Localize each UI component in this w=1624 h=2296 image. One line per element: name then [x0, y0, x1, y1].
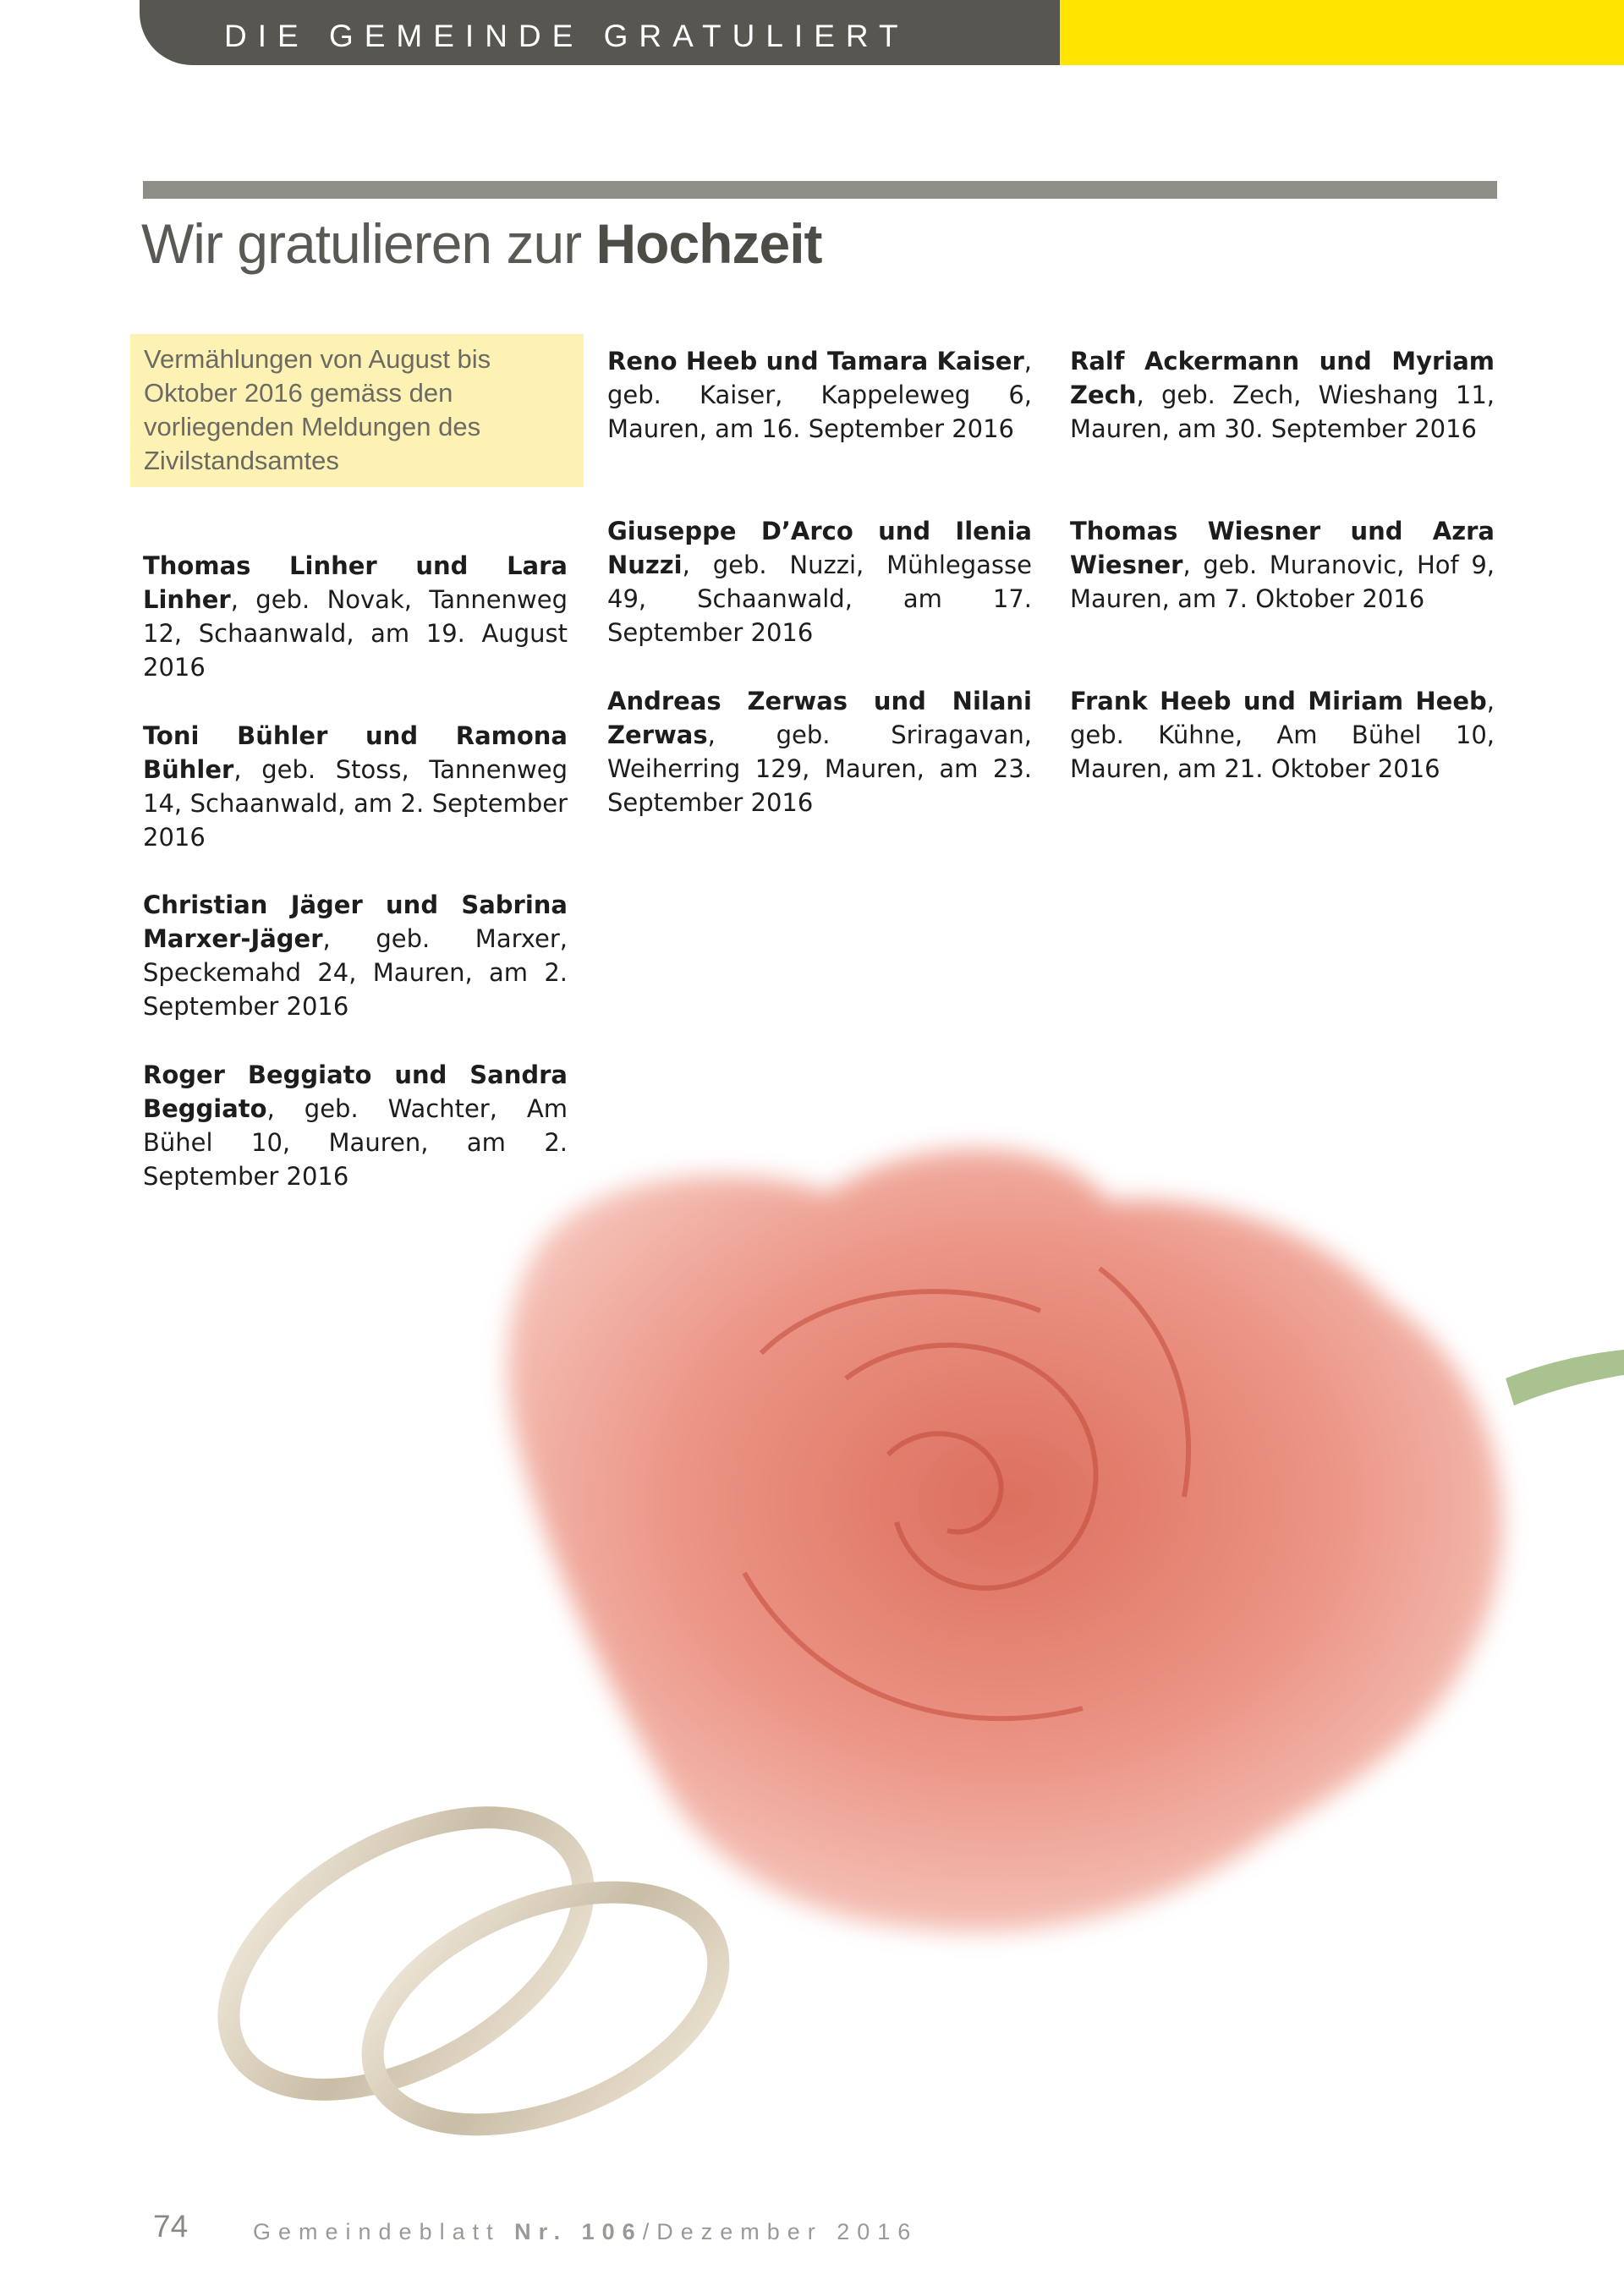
couple-names: Roger Beggiato und Sandra Beggiato	[143, 1060, 568, 1123]
wedding-entry	[1070, 344, 1495, 446]
rose-and-rings-illustration	[0, 1099, 1624, 2199]
entry-details: , geb. Sriragavan, Weiherring 129, Mauren, am 23. September 2016	[607, 721, 1032, 817]
entry-details: , geb. Zech, Wieshang 11, Mauren, am 30. September 2016	[1070, 381, 1495, 443]
couple-names: Andreas Zerwas und Nilani Zerwas	[607, 687, 1032, 749]
wedding-entry	[143, 719, 568, 854]
couple-names: Thomas Linher und Lara Linher	[143, 551, 568, 614]
stem	[1506, 1350, 1624, 1406]
couple-names: Reno Heeb und Tamara Kaiser	[607, 347, 1024, 375]
entry-details: , geb. Novak, Tannenweg 12, Schaanwald, am 19. August 2016	[143, 585, 568, 682]
section-title: DIE GEMEINDE GRATULIERT	[224, 19, 909, 53]
wedding-entry	[1070, 684, 1495, 786]
couple-names: Frank Heeb und Miriam Heeb	[1070, 687, 1487, 715]
issue-date: /Dezember 2016	[642, 2219, 919, 2244]
rose-flower-icon	[508, 1149, 1502, 1932]
page-title-light: Wir gratulieren zur	[141, 212, 582, 275]
entry-details: , geb. Marxer, Speckemahd 24, Mauren, am 2. September 2016	[143, 924, 568, 1021]
header-accent-yellow	[1060, 0, 1624, 65]
entry-details: , geb. Kühne, Am Bühel 10, Mauren, am 21. Oktober 2016	[1070, 687, 1495, 783]
intro-box: Vermählungen von August bis Oktober 2016 gemäss den vorliegenden Meldungen des Zivilstandsamtes	[130, 334, 584, 487]
entry-details: , geb. Kaiser, Kappeleweg 6, Mauren, am 16. September 2016	[607, 347, 1032, 443]
couple-names: Christian Jäger und Sabrina Marxer-Jäger	[143, 890, 568, 953]
couple-names: Giuseppe D’Arco und Ilenia Nuzzi	[607, 517, 1032, 579]
wedding-entry	[607, 514, 1032, 649]
publication-line	[253, 2219, 918, 2245]
page-title-bold: Hochzeit	[595, 212, 822, 275]
wedding-entry	[1070, 514, 1495, 616]
section-header-bar	[140, 0, 1060, 65]
entry-details: , geb. Muranovic, Hof 9, Mauren, am 7. Oktober 2016	[1070, 551, 1495, 613]
page-title	[141, 211, 822, 276]
page-footer	[153, 2209, 919, 2244]
wedding-entry	[607, 684, 1032, 819]
entry-details: , geb. Stoss, Tannenweg 14, Schaanwald, am 2. September 2016	[143, 755, 568, 852]
wedding-rings-icon	[183, 1761, 752, 2170]
couple-names: Toni Bühler und Ramona Bühler	[143, 721, 568, 784]
entry-details: , geb. Wachter, Am Bühel 10, Mauren, am 2. September 2016	[143, 1094, 568, 1191]
publication-name: Gemeindeblatt	[253, 2219, 501, 2244]
title-rule	[143, 181, 1497, 199]
wedding-entry	[143, 549, 568, 684]
wedding-entry	[607, 344, 1032, 446]
wedding-entry	[143, 888, 568, 1023]
entry-details: , geb. Nuzzi, Mühlegasse 49, Schaanwald, am 17. September 2016	[607, 551, 1032, 647]
issue-number: Nr. 106	[514, 2219, 643, 2244]
page-number: 74	[153, 2209, 189, 2244]
couple-names: Ralf Ackermann und Myriam Zech	[1070, 347, 1495, 409]
couple-names: Thomas Wiesner und Azra Wiesner	[1070, 517, 1495, 579]
